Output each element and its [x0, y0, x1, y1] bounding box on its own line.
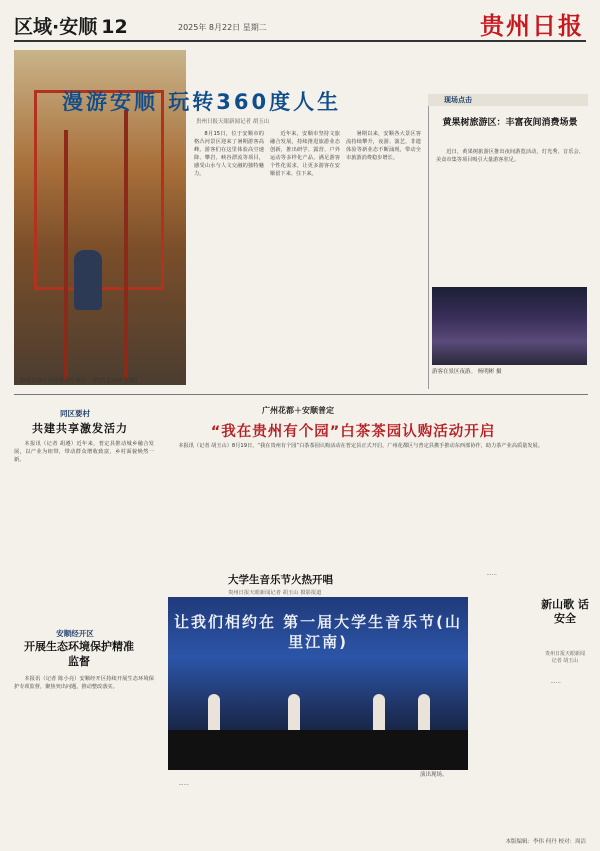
brief-1-headline: 共建共享激发活力 [32, 422, 128, 435]
main-story-headline: “我在贵州有个园”白茶茶园认购活动开启 [210, 424, 496, 440]
photo-person [74, 250, 102, 310]
main-story-kicker: 广州花都＋安顺普定 [262, 406, 334, 415]
sidebar-header: 现场点击 [428, 94, 588, 106]
brief-2-body: 本报讯（记者 陈小亮）安顺经开区持续开展生态环境保护专项监督，聚焦突出问题，推动整改落实。 [14, 676, 154, 691]
page-footer: 本版编辑：李伟 何丹 校对：周洁 [505, 839, 586, 845]
concert-headline: 大学生音乐节火热开唱 [228, 574, 333, 586]
photo-beam-left [64, 130, 68, 380]
lead-column-2: 近年来，安顺市坚持文旅融合发展，持续推进旅游业态创新，推出研学、露营、户外运动等多样化产品，满足游客个性化需求，让更多游客在安顺留下来、住下来。 [270, 131, 340, 178]
right-column-text: …… [486, 571, 497, 577]
newspaper-logo: 贵州日报 [480, 11, 584, 40]
stage [168, 730, 468, 770]
section-name: 区域·安顺 [14, 16, 98, 38]
main-story-body: 本报讯（记者 胡玉山）8月19日，“我在贵州有个园”白茶茶园认购活动在普定县正式开启，广州花都区与普定县携手推动东西部协作，助力茶产业高质量发展。 [178, 443, 543, 449]
lead-column-3: 暑期以来，安顺各大景区客流持续攀升，夜游、演艺、非遗体验等新业态不断涌现，带动全市旅游消费稳步增长。 [346, 131, 421, 162]
lead-byline: 贵州日报天眼新闻记者 胡玉山 [196, 119, 270, 125]
brief-2-kicker: 安顺经开区 [56, 629, 94, 638]
brief-1-body: 本报讯（记者 胡遵）近年来，普定县推动城乡融合发展，以产业为纽带，带动群众增收致富，乡村面貌焕然一新。 [14, 441, 154, 464]
sidebar-headline: 黄果树旅游区：丰富夜间消费场景 [442, 118, 578, 128]
issue-date: 2025年 8月22日 星期二 [178, 23, 267, 32]
lead-photo-caption: 游客在格凸河体验高空项目。（黔西北360°供图） [20, 378, 141, 384]
right-brief-byline: 贵州日报天眼新闻记者 胡玉山 [544, 651, 585, 664]
photo-beam-right [124, 110, 128, 380]
stage-banner-text: 让我们相约在 第一届大学生音乐节(山里江南) [173, 613, 463, 651]
sidebar-caption: 游客在景区夜游。 杨明彬 摄 [432, 369, 502, 375]
right-brief-headline: 新山歌 话安全 [541, 598, 589, 626]
page-number: 12 [101, 16, 128, 38]
section-divider [14, 394, 588, 395]
lead-headline: 漫游安顺 玩转360度人生 [62, 90, 342, 114]
concert-byline: 贵州日报天眼新闻记者 胡玉山 摄影报道 [228, 590, 322, 596]
brief-1-kicker: 同区要村 [60, 409, 90, 418]
concert-body: …… [178, 781, 189, 787]
brief-2-headline: 开展生态环境保护精准监督 [24, 640, 134, 668]
lead-column-1: 8月15日，位于安顺市的格凸河景区迎来了暑期游客高峰。游客们在这里体验高空速降、攀岩、峡谷漂流等项目，感受山水与人文交融的独特魅力。 [194, 131, 264, 178]
masthead-rule [14, 40, 586, 42]
concert-caption: 演出现场。 [420, 772, 448, 778]
sidebar-body: 近日，黄果树旅游区推出夜间游览活动，灯光秀、音乐会、美食市集等项目吸引大量游客驻足。 [436, 149, 584, 164]
concert-photo [168, 597, 468, 770]
sidebar-photo [432, 287, 587, 365]
right-brief-body: …… [550, 679, 561, 685]
